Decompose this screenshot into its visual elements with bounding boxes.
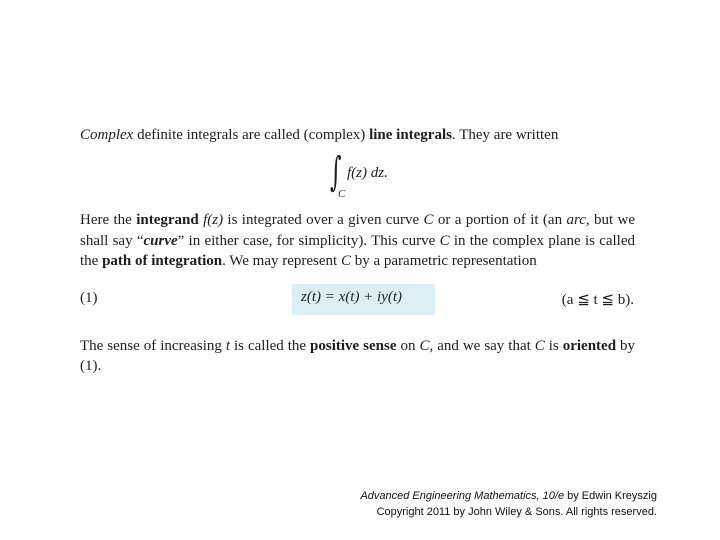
text-span: The sense of increasing [80, 338, 226, 354]
orientation-paragraph [80, 336, 635, 376]
line-integrals-term: line integrals [369, 127, 452, 143]
curve-term: curve [143, 232, 178, 249]
copyright-footer [360, 488, 657, 520]
text-span: but we shall say “ [80, 212, 636, 249]
intro-text: definite integrals are called (complex) [133, 127, 366, 143]
curve-symbol: C [439, 232, 450, 249]
arc-word: arc, [566, 212, 590, 228]
curve-symbol: C [534, 338, 545, 354]
text-span: is called the [230, 338, 311, 354]
complex-word: Complex [80, 127, 134, 143]
text-span: or a portion of it (an [433, 212, 567, 228]
parameter-symbol: t [225, 338, 231, 354]
oriented-term: oriented [562, 338, 617, 354]
integral-sign: ∫ [330, 149, 342, 195]
integrand-term: integrand [136, 212, 199, 228]
text-span: in the complex plane is called the [80, 232, 635, 269]
text-span: ” in either case, for simplicity). This curve [177, 232, 440, 249]
integral-display [330, 149, 450, 207]
text-span: is integrated over a given curve [223, 212, 424, 228]
equation-formula: z(t) = x(t) + iy(t) [301, 289, 403, 305]
text-span: is [544, 338, 563, 354]
integral-expression: f(z) dz. [347, 165, 388, 181]
curve-symbol: C [340, 253, 351, 269]
equation-label: (1) [80, 290, 98, 306]
text-span: on [396, 338, 420, 354]
integral-subscript: C [338, 188, 346, 200]
author-credit: by Edwin Kreyszig [564, 490, 657, 502]
intro-paragraph [80, 125, 635, 145]
text-span: Here the [80, 212, 137, 228]
curve-symbol: C [423, 212, 434, 228]
book-title: Advanced Engineering Mathematics, 10/e [360, 490, 565, 502]
copyright-notice: Copyright 2011 by John Wiley & Sons. All rights reserved. [376, 506, 657, 518]
integrand-paragraph [80, 210, 635, 272]
equation-highlight-box [292, 284, 435, 315]
footer-line-1 [360, 488, 657, 504]
function-symbol: f(z) [203, 212, 224, 228]
intro-text-end: . They are written [451, 127, 559, 143]
positive-sense-term: positive sense [310, 338, 397, 354]
path-of-integration-term: path of integration [102, 253, 223, 269]
text-span: by (1). [80, 338, 636, 374]
text-span: , and we say that [429, 338, 535, 354]
curve-symbol: C [419, 338, 430, 354]
text-span: by a parametric representation [350, 253, 537, 269]
text-span: . We may represent [222, 253, 341, 269]
equation-range: (a ≦ t ≦ b). [561, 292, 634, 308]
